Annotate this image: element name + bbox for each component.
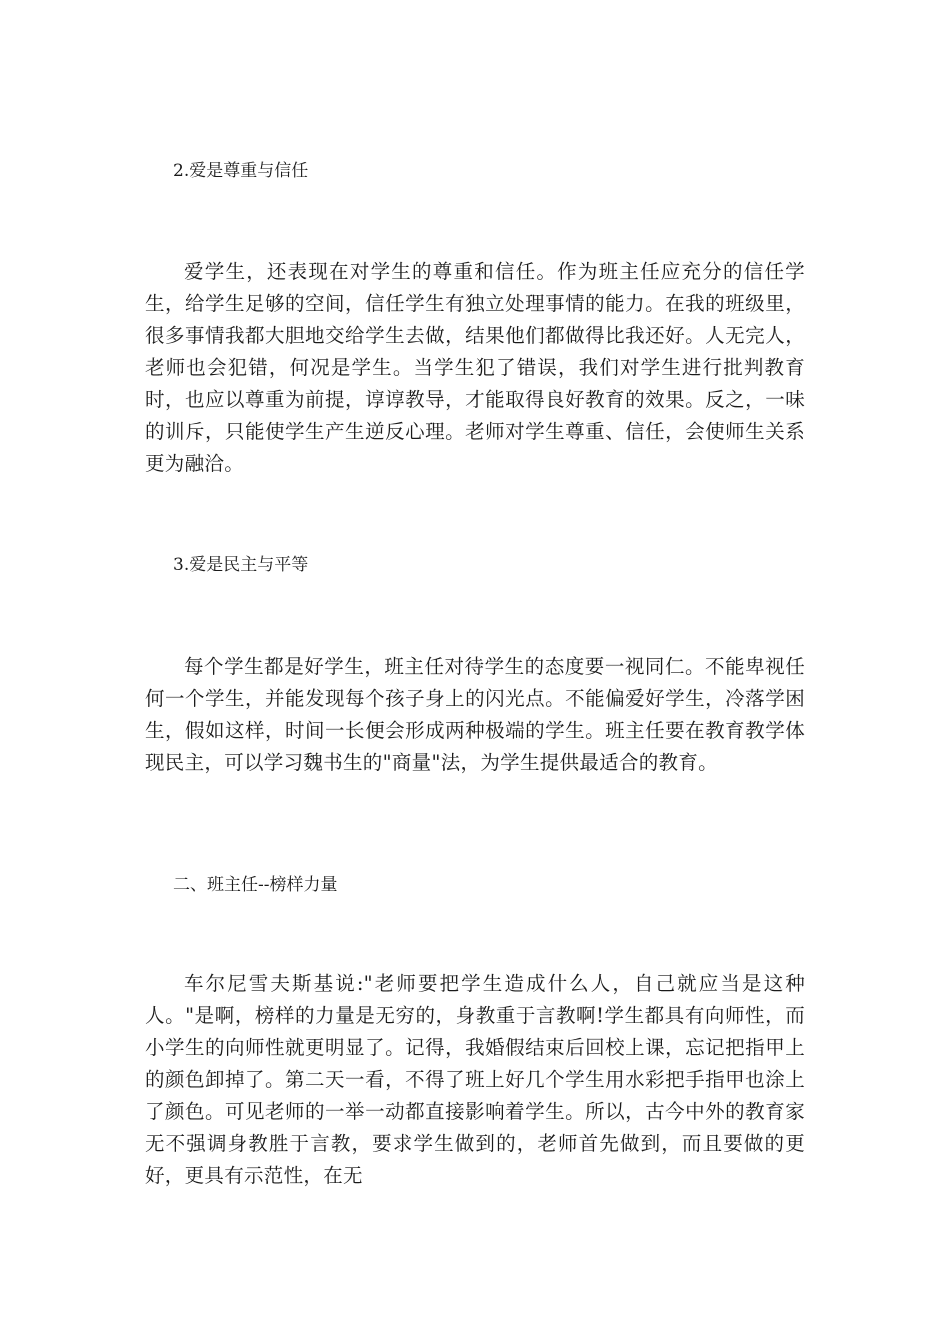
paragraph-role-model: 车尔尼雪夫斯基说:"老师要把学生造成什么人，自己就应当是这种人。"是啊，榜样的力量是无穷的，身教重于言教啊!学生都具有向师性，而小学生的向师性就更明显了。记得，我婚假结束后回校上课，忘记把指甲上的颜色卸掉了。第二天一看，不得了班上好几个学生用水彩把手指甲也涂上了颜色。可见老师的一举一动都直接影响着学生。所以，古今中外的教育家无不强调身教胜于言教，要求学生做到的，老师首先做到，而且要做的更好，更具有示范性，在无	[145, 972, 805, 1187]
section-heading-democracy-equality: 3.爱是民主与平等	[173, 555, 309, 575]
section-heading-respect-trust: 2.爱是尊重与信任	[173, 161, 309, 181]
paragraph-respect-trust: 爱学生，还表现在对学生的尊重和信任。作为班主任应充分的信任学生，给学生足够的空间，信任学生有独立处理事情的能力。在我的班级里，很多事情我都大胆地交给学生去做，结果他们都做得比我还好。人无完人，老师也会犯错，何况是学生。当学生犯了错误，我们对学生进行批判教育时，也应以尊重为前提，谆谆教导，才能取得良好教育的效果。反之，一味的训斥，只能使学生产生逆反心理。老师对学生尊重、信任，会使师生关系更为融洽。	[145, 260, 805, 475]
section-heading-role-model: 二、班主任--榜样力量	[173, 875, 338, 895]
paragraph-democracy-equality: 每个学生都是好学生，班主任对待学生的态度要一视同仁。不能卑视任何一个学生，并能发现每个孩子身上的闪光点。不能偏爱好学生，冷落学困生，假如这样，时间一长便会形成两种极端的学生。班主任要在教育教学体现民主，可以学习魏书生的"商量"法，为学生提供最适合的教育。	[145, 655, 805, 774]
